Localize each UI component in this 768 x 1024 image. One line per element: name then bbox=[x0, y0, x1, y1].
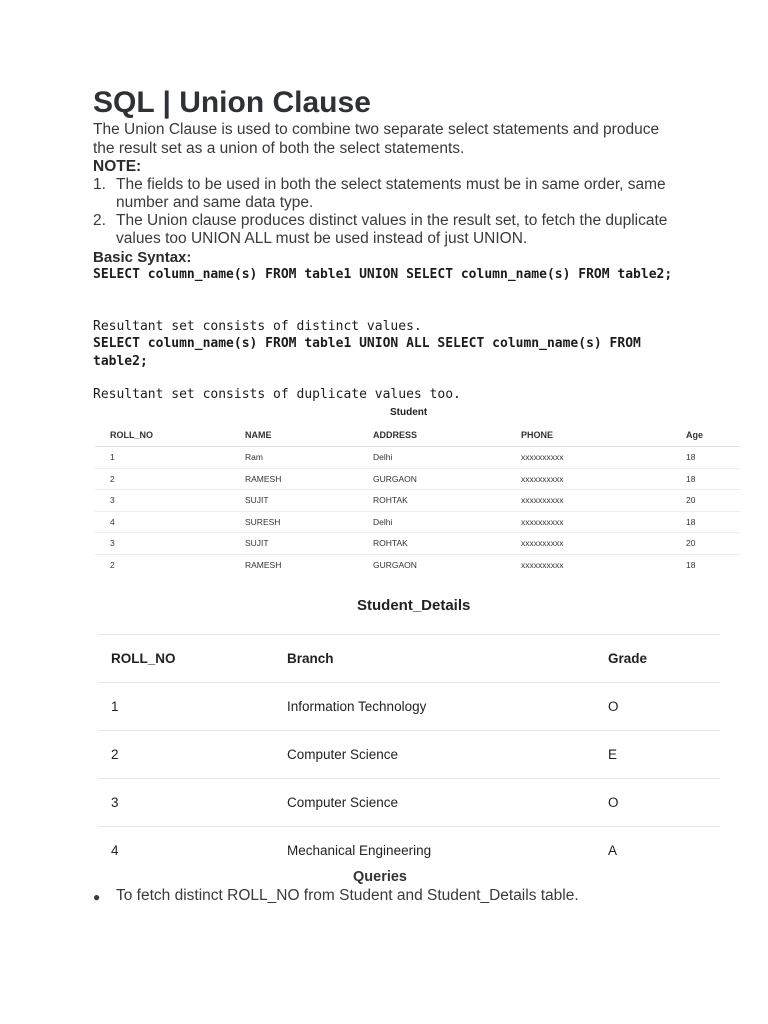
student-cell: SUJIT bbox=[230, 490, 358, 512]
note-item bbox=[93, 176, 673, 212]
details-cell: Computer Science bbox=[274, 779, 595, 827]
details-cell: 1 bbox=[98, 683, 274, 731]
student-cell: xxxxxxxxxx bbox=[491, 490, 671, 512]
student-cell: xxxxxxxxxx bbox=[491, 511, 671, 533]
details-cell: Mechanical Engineering bbox=[274, 827, 595, 875]
student-cell: RAMESH bbox=[230, 468, 358, 490]
student-cell: 3 bbox=[95, 533, 230, 555]
details-cell: 4 bbox=[98, 827, 274, 875]
code-union: SELECT column_name(s) FROM table1 UNION SELECT column_name(s) FROM table2; bbox=[93, 267, 673, 282]
details-row bbox=[98, 683, 720, 731]
result-duplicates-text: Resultant set consists of duplicate values too. bbox=[93, 387, 461, 402]
details-cell: O bbox=[595, 683, 720, 731]
note-text: The fields to be used in both the select statements must be in same order, same number and same data type. bbox=[116, 176, 666, 211]
student-col-header: ROLL_NO bbox=[95, 424, 230, 447]
student-row bbox=[95, 447, 740, 469]
student-cell: xxxxxxxxxx bbox=[491, 533, 671, 555]
student-col-header: NAME bbox=[230, 424, 358, 447]
details-header-row bbox=[98, 635, 720, 683]
student-col-header: PHONE bbox=[491, 424, 671, 447]
details-cell: Computer Science bbox=[274, 731, 595, 779]
query-item bbox=[93, 887, 713, 905]
student-details-table bbox=[98, 634, 720, 874]
student-cell: 2 bbox=[110, 559, 115, 570]
student-cell: 4 bbox=[95, 511, 230, 533]
student-cell: xxxxxxxxxx bbox=[491, 468, 671, 490]
query-text: To fetch distinct ROLL_NO from Student and Student_Details table. bbox=[116, 887, 579, 904]
bullet-icon: ● bbox=[93, 890, 101, 904]
details-row bbox=[98, 779, 720, 827]
student-cell: Delhi bbox=[358, 447, 491, 469]
student-cell: 18 bbox=[671, 468, 740, 490]
student-table bbox=[95, 424, 740, 575]
student-cell: RAMESH bbox=[245, 559, 282, 570]
student-row bbox=[95, 490, 740, 512]
student-cell: 18 bbox=[671, 511, 740, 533]
note-label: NOTE: bbox=[93, 158, 142, 175]
student-cell: xxxxxxxxxx bbox=[491, 447, 671, 469]
student-row bbox=[95, 511, 740, 533]
details-cell: E bbox=[595, 731, 720, 779]
student-header-row bbox=[95, 424, 740, 447]
note-item bbox=[93, 212, 673, 248]
note-number: 2. bbox=[93, 212, 106, 229]
details-cell: 3 bbox=[98, 779, 274, 827]
details-cell: A bbox=[595, 827, 720, 875]
student-row bbox=[95, 468, 740, 490]
details-row bbox=[98, 827, 720, 875]
details-cell: O bbox=[595, 779, 720, 827]
details-col-header: Branch bbox=[274, 635, 595, 683]
queries-heading: Queries bbox=[353, 869, 407, 885]
syntax-label: Basic Syntax: bbox=[93, 249, 192, 266]
details-row bbox=[98, 731, 720, 779]
code-union-all: SELECT column_name(s) FROM table1 UNION ALL SELECT column_name(s) FROM table2; bbox=[93, 336, 649, 369]
student-cell: xxxxxxxxxx bbox=[521, 559, 564, 570]
student-cell: Ram bbox=[230, 447, 358, 469]
details-cell: 2 bbox=[98, 731, 274, 779]
student-cell: GURGAON bbox=[373, 559, 417, 570]
student-cell: 1 bbox=[95, 447, 230, 469]
student-cell: ROHTAK bbox=[358, 490, 491, 512]
student-row bbox=[95, 554, 740, 575]
student-cell: 3 bbox=[95, 490, 230, 512]
student-table-caption: Student bbox=[390, 407, 428, 418]
result-distinct-text: Resultant set consists of distinct values. bbox=[93, 319, 422, 334]
queries-list bbox=[93, 887, 713, 905]
student-cell: 18 bbox=[671, 447, 740, 469]
note-list bbox=[93, 176, 673, 248]
intro-paragraph: The Union Clause is used to combine two separate select statements and produce the result set as a union of both the select statements. bbox=[93, 121, 660, 157]
details-table-caption: Student_Details bbox=[357, 597, 471, 614]
student-cell: 20 bbox=[671, 533, 740, 555]
details-col-header: ROLL_NO bbox=[98, 635, 274, 683]
note-number: 1. bbox=[93, 176, 106, 193]
student-col-header: ADDRESS bbox=[358, 424, 491, 447]
student-cell: 18 bbox=[686, 559, 696, 570]
details-col-header: Grade bbox=[595, 635, 720, 683]
student-cell: ROHTAK bbox=[358, 533, 491, 555]
student-cell: GURGAON bbox=[358, 468, 491, 490]
student-cell: 2 bbox=[95, 468, 230, 490]
student-row bbox=[95, 533, 740, 555]
student-cell: Delhi bbox=[358, 511, 491, 533]
student-cell: SURESH bbox=[230, 511, 358, 533]
page-title: SQL | Union Clause bbox=[93, 86, 371, 119]
details-cell: Information Technology bbox=[274, 683, 595, 731]
student-cell: SUJIT bbox=[230, 533, 358, 555]
student-cell: 20 bbox=[671, 490, 740, 512]
note-text: The Union clause produces distinct values in the result set, to fetch the duplicate values too UNION ALL must be used instead of just UNION. bbox=[116, 212, 668, 247]
student-col-header: Age bbox=[671, 424, 740, 447]
